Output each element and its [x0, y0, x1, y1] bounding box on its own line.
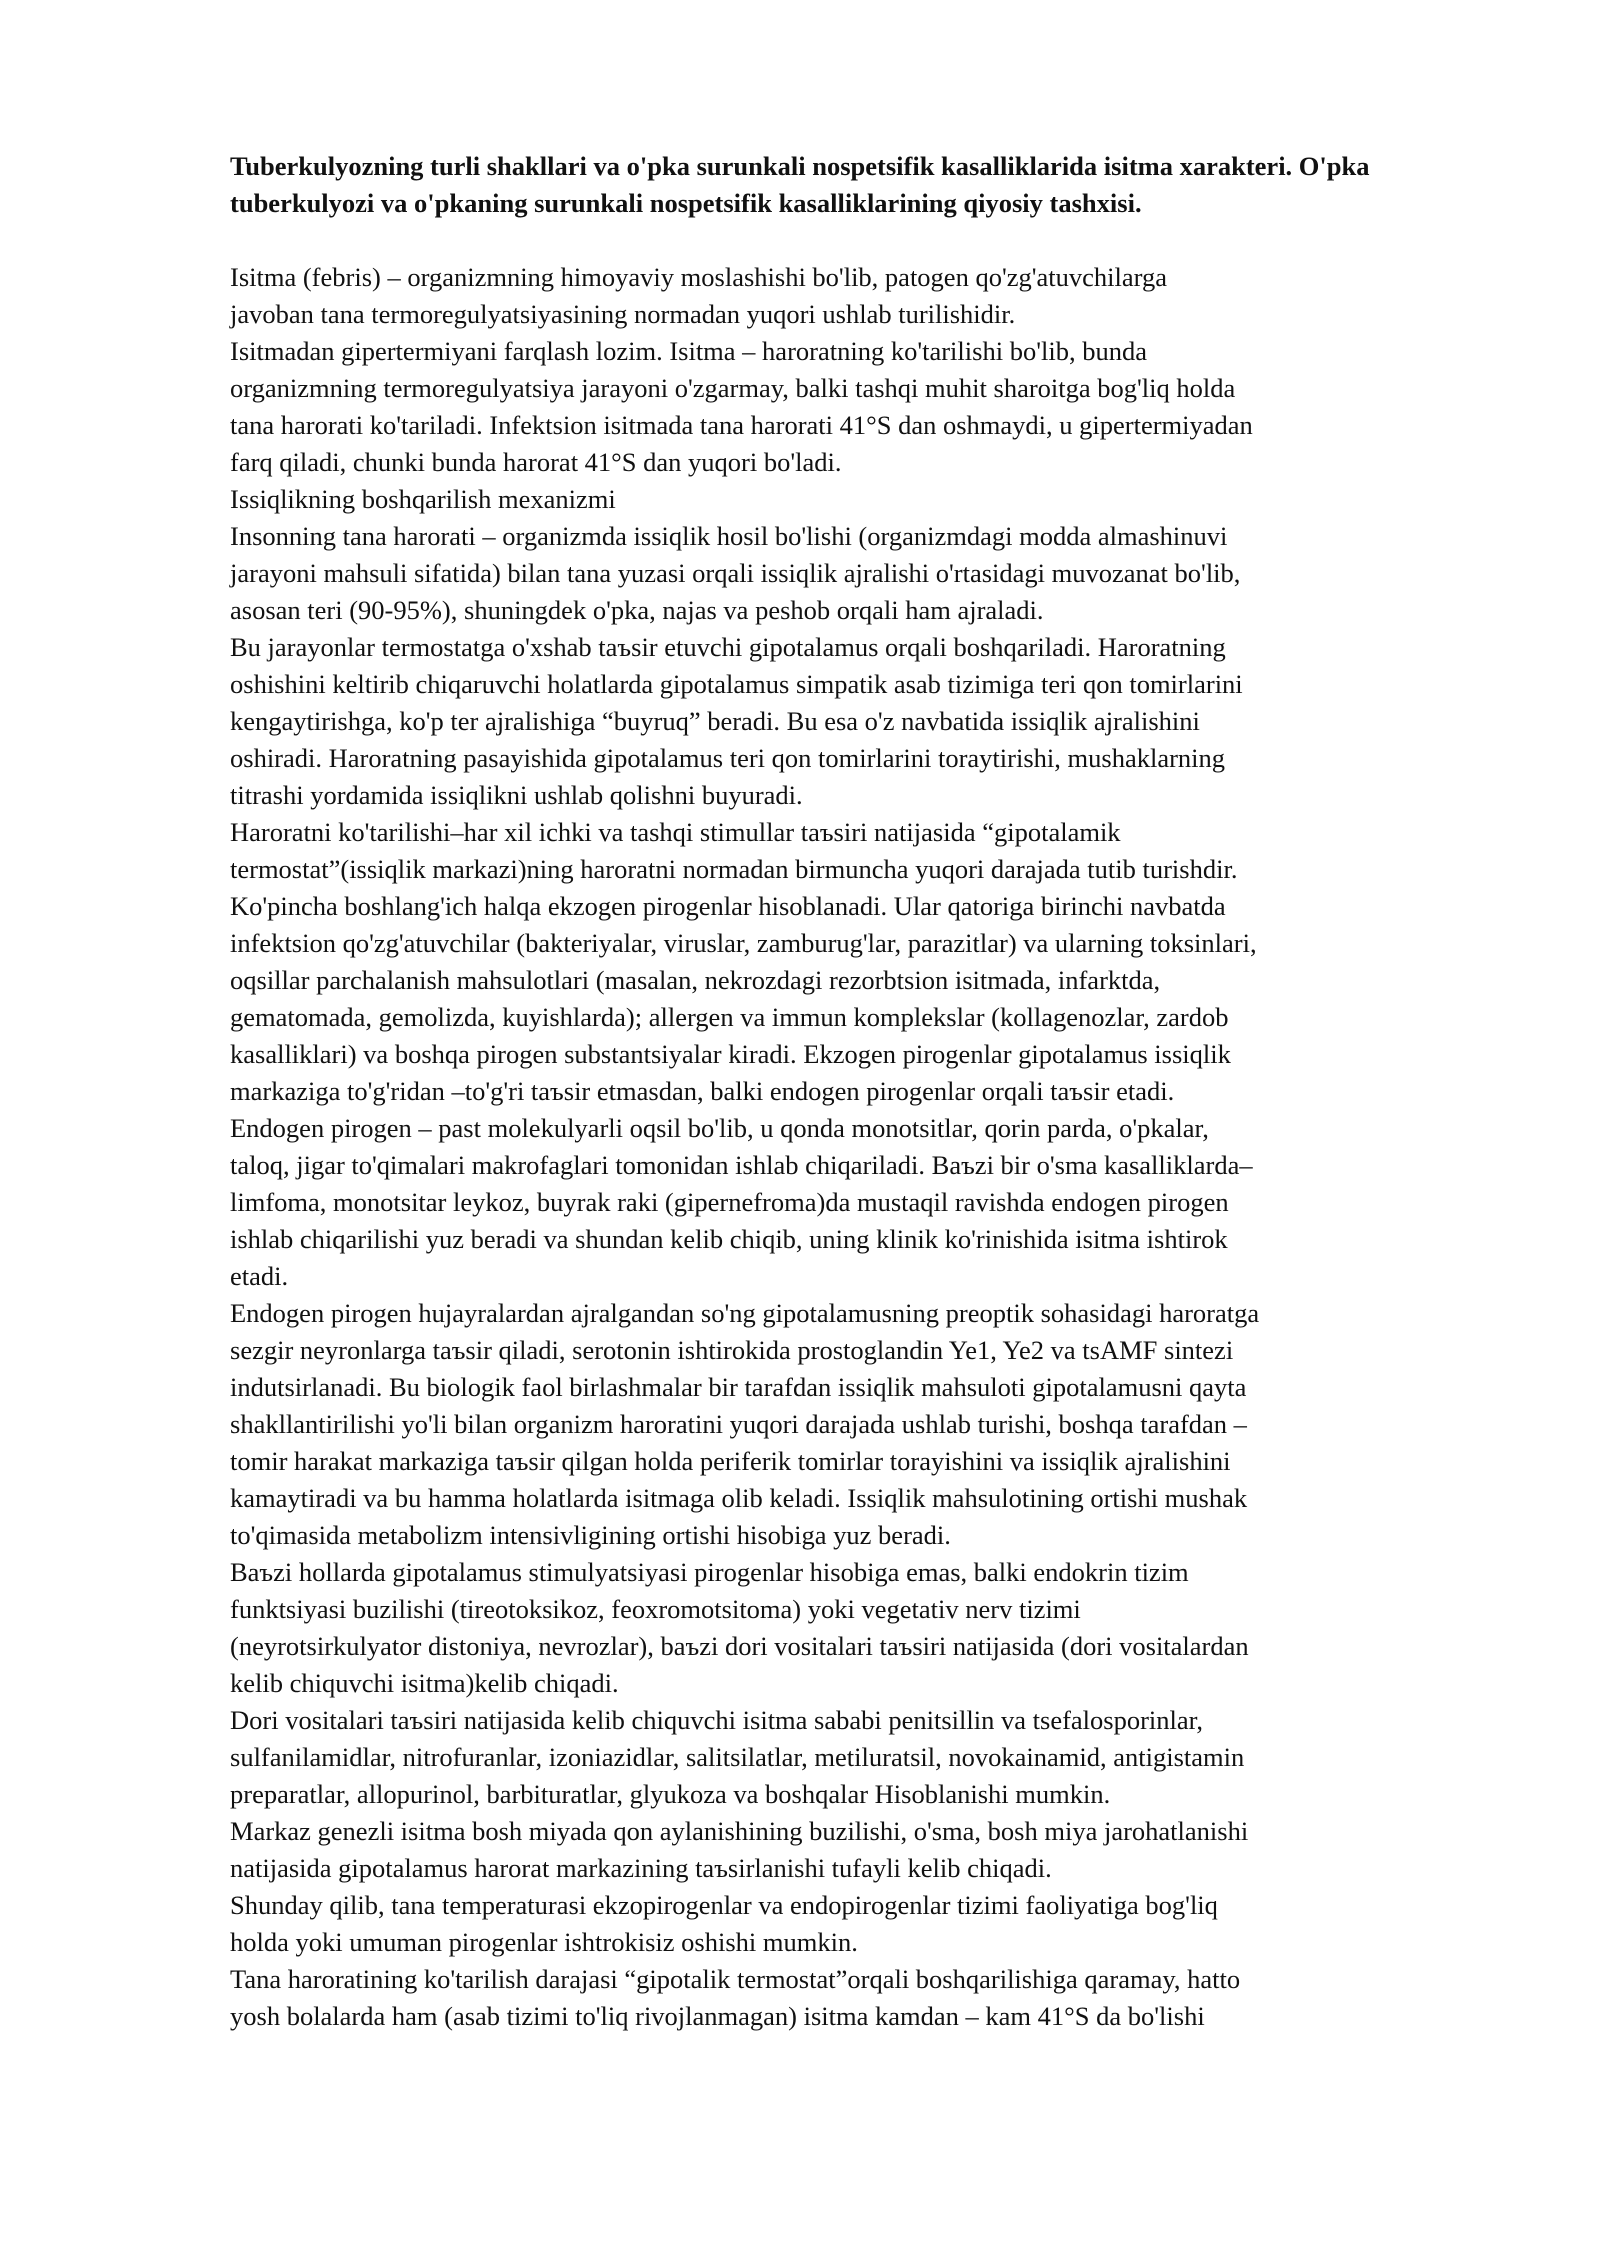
paragraph-heat-regulation-heading: Issiqlikning boshqarilish mexanizmi — [230, 484, 616, 514]
paragraph-temperature-level: Tana haroratining ko'tarilish darajasi “gipotalik termostat”orqali boshqarilishiga qaramay, hatto yosh bolalarda ham (asab tizimi to'liq rivojlanmagan) isitma kamdan – kam 41°S da bo'lishi — [230, 1964, 1241, 2031]
paragraph-hyperthermia: Isitmadan gipertermiyani farqlash lozim. Isitma – haroratning ko'tarilishi bo'lib, bunda organizmning termoregulyatsiya jarayoni o'zgarmay, balki tashqi muhit sharoitga bog'liq holda tana harorati ko'tariladi. Infektsion isitmada tana harorati 41°S dan oshmaydi, u gipertermiyadan farq qiladi, chunki bunda harorat 41°S dan yuqori bo'ladi. — [230, 336, 1253, 477]
paragraph-drug-fever: Dori vositalari taъsiri natijasida kelib chiquvchi isitma sababi penitsillin va tsefalosporinlar, sulfanilamidlar, nitrofuranlar, izoniazidlar, salitsilatlar, metiluratsil, novokainamid, antigistamin preparatlar, allopurinol, barbituratlar, glyukoza va boshqalar Hisoblanishi mumkin. — [230, 1705, 1245, 1809]
paragraph-central-fever: Markaz genezli isitma bosh miyada qon aylanishining buzilishi, o'sma, bosh miya jarohatlanishi natijasida gipotalamus harorat markazining taъsirlanishi tufayli kelib chiqadi. — [230, 1816, 1249, 1883]
paragraph-pyrogen-action: Endogen pirogen hujayralardan ajralgandan so'ng gipotalamusning preoptik sohasidagi haroratga sezgir neyronlarga taъsir qiladi, serotonin ishtirokida prostoglandin Ye1, Ye2 va tsAMF sintezi indutsirlanadi. Bu biologik faol birlashmalar bir tarafdan issiqlik mahsuloti gipotalamusni qayta shakllantirilishi yo'li bilan organizm haroratini yuqori darajada ushlab turishi, boshqa tarafdan – tomir harakat markaziga taъsir qilgan holda periferik tomirlar torayishini va issiqlik ajralishini kamaytiradi va bu hamma holatlarda isitmaga olib keladi. Issiqlik mahsulotining ortishi mushak to'qimasida metabolizm intensivligining ortishi hisobiga yuz beradi. — [230, 1298, 1260, 1550]
paragraph-non-pyrogenic-fever: Baъzi hollarda gipotalamus stimulyatsiyasi pirogenlar hisobiga emas, balki endokrin tizim funktsiyasi buzilishi (tireotoksikoz, feoxromotsitoma) yoki vegetativ nerv tizimi (neyrotsirkulyator distoniya, nevrozlar), baъzi dori vositalari taъsiri natijasida (dori vositalardan kelib chiquvchi isitma)kelib chiqadi. — [230, 1557, 1249, 1698]
paragraph-hypothalamus: Bu jarayonlar termostatga o'xshab taъsir etuvchi gipotalamus orqali boshqariladi. Haroratning oshishini keltirib chiqaruvchi holatlarda gipotalamus simpatik asab tizimiga teri qon tomirlarini kengaytirishga, ko'p ter ajralishiga “buyruq” beradi. Bu esa o'z navbatida issiqlik ajralishini oshiradi. Haroratning pasayishida gipotalamus teri qon tomirlarini toraytirishi, mushaklarning titrashi yordamida issiqlikni ushlab qolishni buyuradi. — [230, 632, 1243, 810]
document-page — [230, 148, 1510, 2035]
title-spacer — [230, 222, 1510, 259]
paragraph-body-temperature: Insonning tana harorati – organizmda issiqlik hosil bo'lishi (organizmdagi modda almashinuvi jarayoni mahsuli sifatida) bilan tana yuzasi orqali issiqlik ajralishi o'rtasidagi muvozanat bo'lib, asosan teri (90-95%), shuningdek o'pka, najas va peshob orqali ham ajraladi. — [230, 521, 1241, 625]
paragraph-fever-definition: Isitma (febris) – organizmning himoyaviy moslashishi bo'lib, patogen qo'zg'atuvchilarga javoban tana termoregulyatsiyasining normadan yuqori ushlab turilishidir. — [230, 262, 1167, 329]
paragraph-exogenous-pyrogens: Haroratni ko'tarilishi–har xil ichki va tashqi stimullar taъsiri natijasida “gipotalamik termostat”(issiqlik markazi)ning haroratni normadan birmuncha yuqori darajada tutib turishdir. Ko'pincha boshlang'ich halqa ekzogen pirogenlar hisoblanadi. Ular qatoriga birinchi navbatda infektsion qo'zg'atuvchilar (bakteriyalar, viruslar, zamburug'lar, parazitlar) va ularning toksinlari, oqsillar parchalanish mahsulotlari (masalan, nekrozdagi rezorbtsion isitmada, infarktda, gematomada, gemolizda, kuyishlarda); allergen va immun komplekslar (kollagenozlar, zardob kasalliklari) va boshqa pirogen substantsiyalar kiradi. Ekzogen pirogenlar gipotalamus issiqlik markaziga to'g'ridan –to'g'ri taъsir etmasdan, balki endogen pirogenlar orqali taъsir etadi. — [230, 817, 1257, 1106]
paragraph-endogenous-pyrogen: Endogen pirogen – past molekulyarli oqsil bo'lib, u qonda monotsitlar, qorin parda, o'pkalar, taloq, jigar to'qimalari makrofaglari tomonidan ishlab chiqariladi. Baъzi bir o'sma kasalliklarda– limfoma, monotsitar leykoz, buyrak raki (gipernefroma)da mustaqil ravishda endogen pirogen ishlab chiqarilishi yuz beradi va shundan kelib chiqib, uning klinik ko'rinishida isitma ishtirok etadi. — [230, 1113, 1253, 1291]
document-title: Tuberkulyozning turli shakllari va o'pka surunkali nospetsifik kasalliklarida isitma xarakteri. O'pka tuberkulyozi va o'pkaning surunkali nospetsifik kasalliklarining qiyosiy tashxisi. — [230, 151, 1370, 218]
paragraph-summary: Shunday qilib, tana temperaturasi ekzopirogenlar va endopirogenlar tizimi faoliyatiga bog'liq holda yoki umuman pirogenlar ishtrokisiz oshishi mumkin. — [230, 1890, 1218, 1957]
